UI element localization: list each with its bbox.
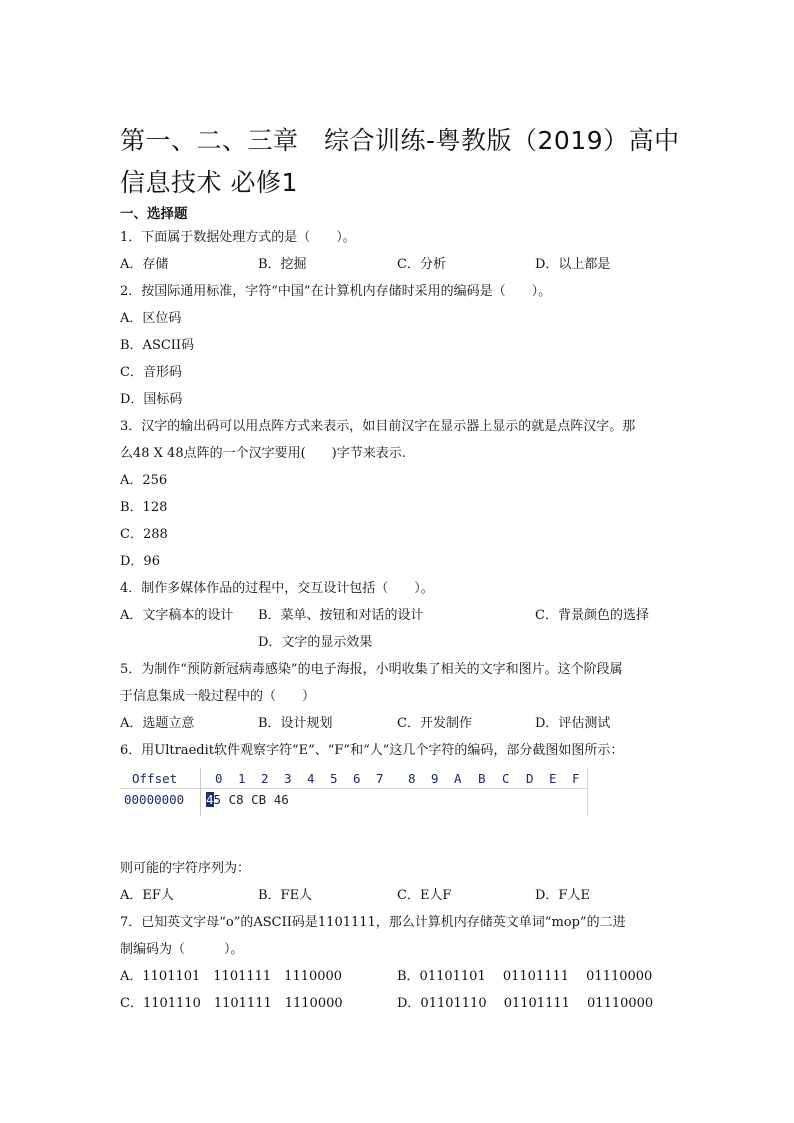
q5-option-d: D．评估测试 xyxy=(535,716,611,731)
hex-address: 00000000 xyxy=(124,792,185,807)
hex-cursor: 4 xyxy=(206,792,214,807)
section-heading: 一、选择题 xyxy=(120,206,188,222)
question-3-stem-line-2: 么48 X 48点阵的一个汉字要用( )字节来表示. xyxy=(120,446,406,461)
hex-right-border xyxy=(587,768,588,816)
hex-col-b: B xyxy=(478,771,486,786)
hex-col-3: 3 xyxy=(284,771,292,786)
hex-col-e: E xyxy=(549,771,557,786)
hex-col-9: 9 xyxy=(431,771,439,786)
q4-option-c: C．背景颜色的选择 xyxy=(535,608,649,623)
q7-option-a: A．1101101 1101111 1110000 xyxy=(120,969,343,984)
hex-col-6: 6 xyxy=(353,771,361,786)
question-7-stem-line-2: 制编码为（ ）。 xyxy=(120,942,244,957)
q2-option-a: A．区位码 xyxy=(120,311,182,326)
hex-editor-screenshot xyxy=(120,768,588,816)
q6-option-a: A．EF人 xyxy=(120,888,174,903)
question-2-stem: 2．按国际通用标准，字符“中国”在计算机内存储时采用的编码是（ ）。 xyxy=(120,284,552,299)
q6-option-c: C．E人F xyxy=(397,888,452,903)
question-3-stem-line-1: 3．汉字的输出码可以用点阵方式来表示，如目前汉字在显示器上显示的就是点阵汉字。那 xyxy=(120,419,636,434)
q1-option-a: A．存储 xyxy=(120,257,169,272)
question-6-stem: 6．用Ultraedit软件观察字符“E”、“F”和“人”这几个字符的编码，部分截图如图所示： xyxy=(120,743,624,758)
question-1-stem: 1．下面属于数据处理方式的是（ ）。 xyxy=(120,230,356,245)
q1-option-b: B．挖掘 xyxy=(258,257,307,272)
q7-option-d: D．01101110 01101111 01110000 xyxy=(397,996,654,1011)
hex-col-2: 2 xyxy=(261,771,269,786)
hex-col-8: 8 xyxy=(408,771,416,786)
hex-col-5: 5 xyxy=(330,771,338,786)
hex-col-0: 0 xyxy=(215,771,223,786)
hex-bytes xyxy=(206,792,289,807)
q1-option-c: C．分析 xyxy=(397,257,446,272)
q3-option-c: C．288 xyxy=(120,527,168,542)
question-5-stem-line-1: 5．为制作“预防新冠病毒感染”的电子海报，小明收集了相关的文字和图片。这个阶段属 xyxy=(120,662,623,677)
q3-option-b: B．128 xyxy=(120,500,168,515)
q5-option-a: A．选题立意 xyxy=(120,716,195,731)
q2-option-c: C．音形码 xyxy=(120,365,182,380)
q2-option-b: B．ASCII码 xyxy=(120,338,195,353)
hex-column-divider xyxy=(200,768,201,816)
hex-col-d: D xyxy=(526,771,534,786)
q6-option-b: B．FE人 xyxy=(258,888,313,903)
hex-col-f: F xyxy=(572,771,580,786)
hex-col-c: C xyxy=(502,771,510,786)
hex-offset-header: Offset xyxy=(132,771,178,786)
q6-option-d: D．F人E xyxy=(535,888,590,903)
hex-col-7: 7 xyxy=(376,771,384,786)
q7-option-c: C．1101110 1101111 1110000 xyxy=(120,996,343,1011)
q7-option-b: B．01101101 01101111 01110000 xyxy=(397,969,653,984)
q2-option-d: D．国标码 xyxy=(120,392,183,407)
hex-bytes-rest: 5 C8 CB 46 xyxy=(213,792,289,807)
q4-option-a: A．文字稿本的设计 xyxy=(120,608,234,623)
q4-option-b: B．菜单、按钮和对话的设计 xyxy=(258,608,424,623)
q3-option-d: D．96 xyxy=(120,554,160,569)
q5-option-c: C．开发制作 xyxy=(397,716,472,731)
hex-col-1: 1 xyxy=(238,771,246,786)
hex-col-a: A xyxy=(454,771,462,786)
question-5-stem-line-2: 于信息集成一般过程中的（ ） xyxy=(120,689,316,704)
question-4-stem: 4．制作多媒体作品的过程中，交互设计包括（ ）。 xyxy=(120,581,434,596)
q1-option-d: D．以上都是 xyxy=(535,257,611,272)
question-7-stem-line-1: 7．已知英文字母“o”的ASCII码是1101111，那么计算机内存储英文单词“mop”的二进 xyxy=(120,915,626,930)
q3-option-a: A．256 xyxy=(120,473,168,488)
document-title: 第一、二、三章 综合训练-粤教版（2019）高中信息技术 必修1 xyxy=(120,126,680,197)
q4-option-d: D．文字的显示效果 xyxy=(258,635,373,650)
question-6-prompt: 则可能的字符序列为： xyxy=(120,861,251,876)
hex-col-4: 4 xyxy=(307,771,315,786)
q5-option-b: B．设计规划 xyxy=(258,716,333,731)
